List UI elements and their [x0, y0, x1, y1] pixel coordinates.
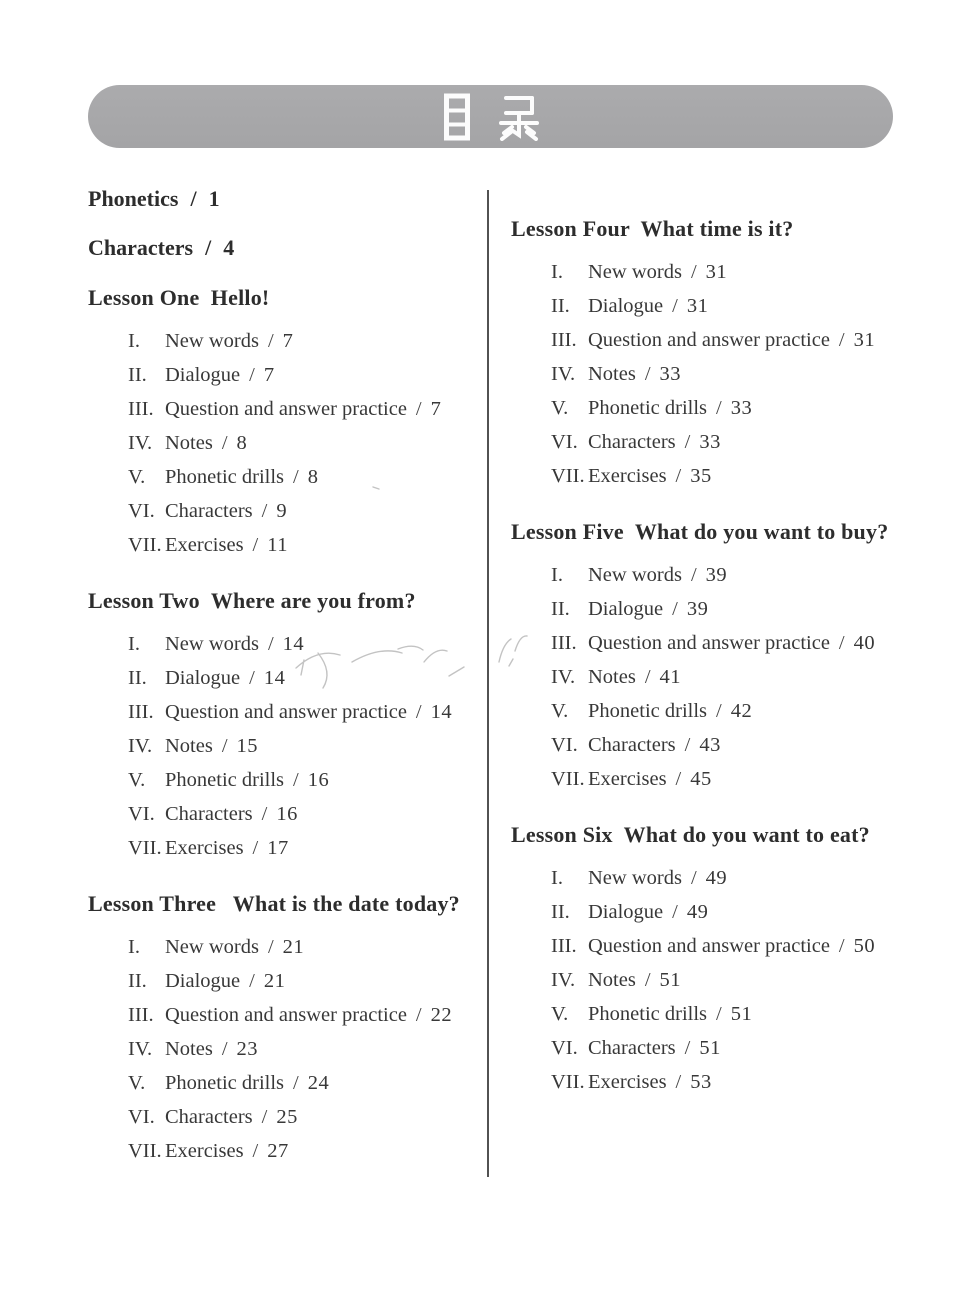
- toc-item: [88, 661, 488, 695]
- item-label: Characters: [165, 803, 253, 825]
- item-separator: /: [293, 769, 299, 791]
- toc-item: [88, 729, 488, 763]
- item-label: Dialogue: [165, 667, 241, 689]
- item-page: 15: [236, 735, 259, 757]
- toc-item: [88, 494, 488, 528]
- toc-item: [88, 1066, 488, 1100]
- item-numeral: I.: [551, 867, 563, 889]
- item-page: 23: [236, 1038, 259, 1060]
- item-label: Exercises: [165, 837, 244, 859]
- toc-item: [511, 391, 911, 425]
- item-page: 16: [276, 803, 298, 825]
- item-page: 14: [430, 701, 453, 723]
- item-page: 9: [276, 500, 288, 522]
- toc-item: [511, 660, 911, 694]
- item-page: 53: [690, 1071, 712, 1093]
- item-page: 22: [430, 1004, 453, 1026]
- item-separator: /: [690, 261, 697, 283]
- toc-item: [88, 797, 488, 831]
- item-page: 40: [853, 632, 876, 654]
- item-numeral: V.: [551, 700, 569, 722]
- item-page: 7: [430, 398, 442, 420]
- item-separator: /: [249, 364, 255, 386]
- item-label: Characters: [588, 431, 676, 453]
- item-numeral: VII.: [128, 534, 162, 556]
- item-numeral: II.: [551, 295, 570, 317]
- item-numeral: II.: [551, 901, 570, 923]
- item-separator: /: [675, 1071, 682, 1093]
- item-separator: /: [690, 867, 697, 889]
- item-numeral: V.: [128, 466, 146, 488]
- item-label: Question and answer practice: [588, 329, 830, 351]
- item-page: 7: [282, 330, 294, 352]
- toc-item: [88, 763, 488, 797]
- item-separator: /: [261, 500, 268, 522]
- item-numeral: VII.: [551, 1071, 585, 1093]
- lesson: [511, 217, 911, 493]
- left-column: [88, 188, 488, 1168]
- item-separator: /: [261, 1106, 268, 1128]
- item-label: New words: [588, 261, 682, 283]
- toc-item: [511, 592, 911, 626]
- toc-item: [88, 324, 488, 358]
- toc-item: [88, 460, 488, 494]
- toc-item: [511, 558, 911, 592]
- glyph-mu-icon: [442, 93, 472, 141]
- item-label: Characters: [588, 1037, 676, 1059]
- item-separator: /: [221, 432, 228, 454]
- item-numeral: II.: [128, 970, 147, 992]
- item-label: Notes: [165, 432, 213, 454]
- item-page: 49: [705, 867, 728, 889]
- item-numeral: III.: [551, 329, 577, 351]
- item-separator: /: [252, 837, 259, 859]
- item-numeral: VI.: [128, 803, 155, 825]
- item-separator: /: [415, 701, 422, 723]
- item-page: 39: [705, 564, 728, 586]
- toc-item: [511, 255, 911, 289]
- front-item: [88, 188, 488, 210]
- lesson: [88, 286, 488, 562]
- lesson: [511, 520, 911, 796]
- item-numeral: VI.: [551, 734, 578, 756]
- item-page: 51: [659, 969, 682, 991]
- item-page: 39: [686, 598, 709, 620]
- toc-item: [511, 289, 911, 323]
- item-page: 24: [307, 1072, 330, 1094]
- toc-item: [88, 1032, 488, 1066]
- item-label: Characters: [165, 1106, 253, 1128]
- item-page: 8: [236, 432, 248, 454]
- toc-item: [511, 895, 911, 929]
- lesson: [88, 589, 488, 865]
- item-page: 27: [267, 1140, 289, 1162]
- item-label: Phonetic drills: [165, 769, 285, 791]
- item-label: Characters: [165, 500, 253, 522]
- item-numeral: IV.: [128, 1038, 153, 1060]
- front-item-page: 4: [223, 235, 235, 260]
- item-numeral: I.: [551, 564, 563, 586]
- item-separator: /: [672, 901, 678, 923]
- item-separator: /: [293, 466, 299, 488]
- toc-item: [511, 762, 911, 796]
- item-numeral: III.: [551, 935, 577, 957]
- lesson-title: Lesson Four What time is it?: [511, 216, 794, 241]
- item-label: Exercises: [165, 1140, 244, 1162]
- lesson-title: Lesson One Hello!: [88, 285, 270, 310]
- item-separator: /: [415, 398, 422, 420]
- item-separator: /: [267, 330, 274, 352]
- item-numeral: IV.: [128, 735, 153, 757]
- item-separator: /: [644, 363, 651, 385]
- item-page: 31: [853, 329, 876, 351]
- item-separator: /: [672, 598, 678, 620]
- toc-item: [511, 694, 911, 728]
- title-banner: [88, 85, 893, 148]
- item-separator: /: [716, 1003, 722, 1025]
- glyph-lu-icon: [498, 93, 540, 141]
- front-item-page: 1: [208, 186, 220, 211]
- lesson-title: Lesson Three What is the date today?: [88, 891, 460, 916]
- item-label: Question and answer practice: [165, 398, 407, 420]
- toc-item: [88, 964, 488, 998]
- item-label: Characters: [588, 734, 676, 756]
- item-label: Exercises: [588, 465, 667, 487]
- item-numeral: IV.: [551, 363, 576, 385]
- toc-item: [511, 459, 911, 493]
- toc-item: [88, 358, 488, 392]
- toc-item: [88, 426, 488, 460]
- item-separator: /: [644, 969, 651, 991]
- item-page: 33: [659, 363, 682, 385]
- item-separator: /: [716, 700, 722, 722]
- item-label: New words: [165, 633, 259, 655]
- item-separator: /: [261, 803, 268, 825]
- front-item-label: Characters: [88, 235, 194, 260]
- item-separator: /: [267, 936, 274, 958]
- item-label: Notes: [165, 1038, 213, 1060]
- item-separator: /: [221, 735, 228, 757]
- item-label: Dialogue: [588, 295, 664, 317]
- toc-item: [88, 392, 488, 426]
- item-numeral: II.: [551, 598, 570, 620]
- item-numeral: II.: [128, 667, 147, 689]
- item-numeral: VI.: [128, 1106, 155, 1128]
- item-label: Question and answer practice: [588, 632, 830, 654]
- item-separator: /: [249, 667, 255, 689]
- item-page: 41: [659, 666, 682, 688]
- toc-item: [511, 323, 911, 357]
- item-numeral: I.: [128, 330, 140, 352]
- item-numeral: IV.: [551, 666, 576, 688]
- toc-item: [511, 728, 911, 762]
- item-numeral: I.: [128, 633, 140, 655]
- toc-item: [511, 1065, 911, 1099]
- item-page: 31: [705, 261, 728, 283]
- item-label: Dialogue: [588, 598, 664, 620]
- item-separator: /: [684, 431, 691, 453]
- item-page: 33: [730, 397, 753, 419]
- item-separator: /: [415, 1004, 422, 1026]
- item-label: Phonetic drills: [165, 466, 285, 488]
- item-numeral: V.: [128, 1072, 146, 1094]
- item-page: 8: [307, 466, 319, 488]
- item-separator: /: [249, 970, 255, 992]
- item-separator: /: [690, 564, 697, 586]
- toc-item: [88, 695, 488, 729]
- item-label: Notes: [588, 969, 636, 991]
- toc-item: [88, 831, 488, 865]
- item-label: Dialogue: [588, 901, 664, 923]
- item-separator: /: [675, 465, 682, 487]
- item-page: 33: [699, 431, 721, 453]
- item-label: Question and answer practice: [165, 1004, 407, 1026]
- item-numeral: V.: [551, 397, 569, 419]
- item-numeral: VI.: [551, 1037, 578, 1059]
- item-page: 42: [730, 700, 753, 722]
- item-separator: /: [221, 1038, 228, 1060]
- item-numeral: III.: [128, 1004, 154, 1026]
- item-page: 11: [267, 534, 288, 556]
- lesson-title: Lesson Five What do you want to buy?: [511, 519, 889, 544]
- item-separator: /: [252, 1140, 259, 1162]
- item-page: 17: [267, 837, 289, 859]
- item-label: New words: [588, 867, 682, 889]
- item-numeral: V.: [128, 769, 146, 791]
- item-numeral: I.: [551, 261, 563, 283]
- item-label: Notes: [165, 735, 213, 757]
- item-page: 16: [307, 769, 330, 791]
- item-label: Phonetic drills: [165, 1072, 285, 1094]
- item-label: Phonetic drills: [588, 1003, 708, 1025]
- toc-item: [511, 357, 911, 391]
- item-numeral: VI.: [128, 500, 155, 522]
- toc-item: [511, 997, 911, 1031]
- item-label: Notes: [588, 363, 636, 385]
- toc-item: [88, 627, 488, 661]
- front-item: [88, 237, 488, 259]
- item-page: 51: [699, 1037, 721, 1059]
- lesson-title: Lesson Two Where are you from?: [88, 588, 416, 613]
- item-numeral: VII.: [128, 1140, 162, 1162]
- toc-item: [88, 528, 488, 562]
- item-label: Dialogue: [165, 970, 241, 992]
- toc-item: [511, 425, 911, 459]
- item-label: New words: [165, 936, 259, 958]
- item-page: 49: [686, 901, 709, 923]
- item-label: Notes: [588, 666, 636, 688]
- item-separator: /: [838, 329, 845, 351]
- toc-item: [511, 929, 911, 963]
- item-separator: /: [252, 534, 259, 556]
- toc-item: [88, 930, 488, 964]
- item-page: 50: [853, 935, 876, 957]
- front-item-separator: /: [190, 186, 197, 211]
- item-numeral: VII.: [128, 837, 162, 859]
- right-column: [511, 190, 911, 1099]
- item-separator: /: [838, 632, 845, 654]
- item-page: 21: [263, 970, 286, 992]
- toc-item: [511, 1031, 911, 1065]
- item-separator: /: [267, 633, 274, 655]
- item-separator: /: [716, 397, 722, 419]
- item-label: Exercises: [588, 1071, 667, 1093]
- item-numeral: III.: [551, 632, 577, 654]
- item-page: 7: [263, 364, 275, 386]
- front-item-separator: /: [205, 235, 212, 260]
- toc-item: [88, 998, 488, 1032]
- item-separator: /: [644, 666, 651, 688]
- item-numeral: III.: [128, 398, 154, 420]
- item-label: Question and answer practice: [165, 701, 407, 723]
- item-separator: /: [675, 768, 682, 790]
- toc-item: [88, 1100, 488, 1134]
- front-item-label: Phonetics: [88, 186, 179, 211]
- item-label: Exercises: [588, 768, 667, 790]
- item-page: 14: [263, 667, 286, 689]
- item-separator: /: [838, 935, 845, 957]
- item-numeral: II.: [128, 364, 147, 386]
- item-label: Phonetic drills: [588, 397, 708, 419]
- lesson: [511, 823, 911, 1099]
- item-label: Dialogue: [165, 364, 241, 386]
- item-numeral: IV.: [128, 432, 153, 454]
- lesson-title: Lesson Six What do you want to eat?: [511, 822, 870, 847]
- toc-item: [511, 861, 911, 895]
- item-label: New words: [165, 330, 259, 352]
- item-page: 45: [690, 768, 712, 790]
- item-numeral: V.: [551, 1003, 569, 1025]
- item-numeral: VI.: [551, 431, 578, 453]
- toc-item: [88, 1134, 488, 1168]
- item-separator: /: [684, 734, 691, 756]
- item-page: 51: [730, 1003, 753, 1025]
- toc-item: [511, 626, 911, 660]
- item-page: 31: [686, 295, 709, 317]
- item-numeral: VII.: [551, 465, 585, 487]
- item-numeral: I.: [128, 936, 140, 958]
- item-page: 43: [699, 734, 721, 756]
- item-separator: /: [672, 295, 678, 317]
- item-page: 35: [690, 465, 712, 487]
- item-separator: /: [293, 1072, 299, 1094]
- item-page: 25: [276, 1106, 298, 1128]
- item-label: Question and answer practice: [588, 935, 830, 957]
- item-separator: /: [684, 1037, 691, 1059]
- item-label: New words: [588, 564, 682, 586]
- item-numeral: IV.: [551, 969, 576, 991]
- item-page: 14: [282, 633, 305, 655]
- item-page: 21: [282, 936, 305, 958]
- item-numeral: VII.: [551, 768, 585, 790]
- item-label: Phonetic drills: [588, 700, 708, 722]
- lesson: [88, 892, 488, 1168]
- item-numeral: III.: [128, 701, 154, 723]
- item-label: Exercises: [165, 534, 244, 556]
- toc-item: [511, 963, 911, 997]
